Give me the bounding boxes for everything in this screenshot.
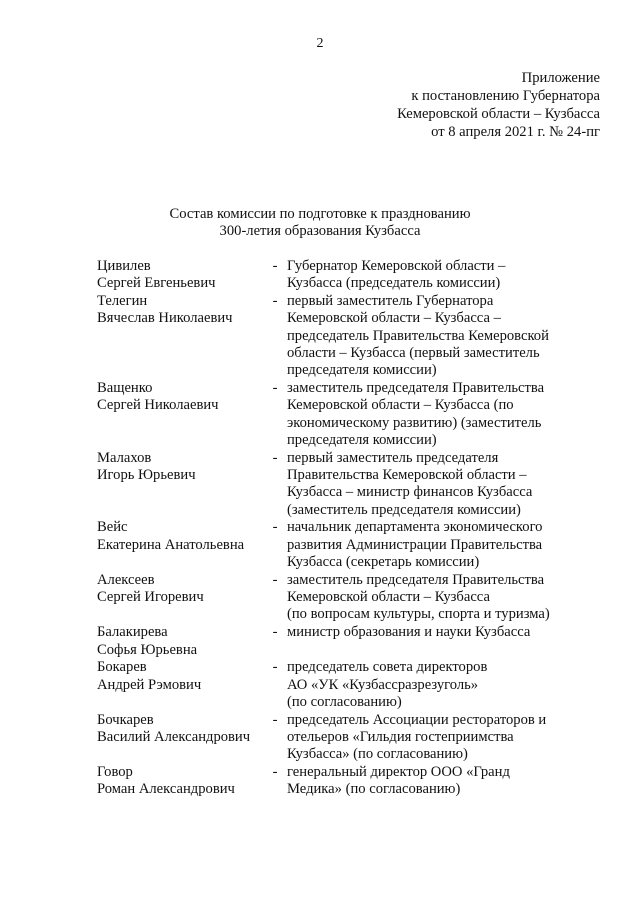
member-name-line: Роман Александрович (97, 781, 235, 798)
member-role-line: первый заместитель Губернатора (287, 293, 494, 310)
member-name-line: Ващенко (97, 380, 153, 397)
member-role (287, 258, 577, 293)
member-row (97, 519, 617, 571)
member-name (97, 380, 263, 449)
member-role (287, 380, 577, 449)
member-row (97, 764, 617, 799)
member-dash: - (272, 624, 278, 641)
member-role-line: Кемеровской области – Кузбасса – (287, 310, 501, 327)
member-role-line: председатель Ассоциации рестораторов и (287, 711, 547, 728)
member-name-line: Андрей Рэмович (97, 676, 202, 693)
member-role-line: Кузбасса (председатель комиссии) (287, 275, 501, 292)
member-name (97, 258, 263, 293)
member-dash: - (272, 293, 278, 310)
member-role-line: Правительства Кемеровской области – (287, 467, 527, 484)
member-name-line: Игорь Юрьевич (97, 467, 196, 484)
member-name-line: Телегин (97, 293, 148, 310)
member-role-line: АО «УК «Кузбассразрезуголь» (287, 676, 479, 693)
member-role (287, 764, 577, 799)
member-role-line: области – Кузбасса (первый заместитель (287, 344, 540, 361)
member-role-line: Кемеровской области – Кузбасса (287, 589, 490, 606)
member-row (97, 572, 617, 624)
member-role-line: (по согласованию) (287, 693, 402, 710)
member-role-line: (заместитель председателя комиссии) (287, 501, 521, 518)
member-role-line: экономическому развитию) (заместитель (287, 414, 542, 431)
member-role-line: председатель Правительства Кемеровской (287, 327, 549, 344)
member-dash: - (272, 571, 278, 588)
member-role-line: председатель совета директоров (287, 659, 488, 676)
title-line: Состав комиссии по подготовке к празднованию (169, 206, 471, 222)
member-dash: - (272, 659, 278, 676)
member-dash: - (272, 449, 278, 466)
member-name (97, 450, 263, 519)
member-name-line: Екатерина Анатольевна (97, 536, 245, 553)
member-role-line: министр образования и науки Кузбасса (287, 624, 531, 641)
member-name-line: Вейс (97, 519, 128, 536)
member-role-line: Медика» (по согласованию) (287, 781, 461, 798)
member-role-line: председателя комиссии) (287, 431, 437, 448)
member-name (97, 624, 263, 659)
member-name-line: Сергей Игоревич (97, 589, 204, 606)
member-name-line: Сергей Евгеньевич (97, 275, 216, 292)
member-role-line: председателя комиссии) (287, 362, 437, 379)
member-dash: - (272, 711, 278, 728)
document-title (0, 206, 640, 240)
member-name-line: Алексеев (97, 571, 155, 588)
member-name-line: Малахов (97, 449, 152, 466)
member-name-line: Говор (97, 764, 133, 781)
member-name-line: Цивилев (97, 258, 151, 274)
member-name-line: Бокарев (97, 659, 147, 676)
member-role-line: Кузбасса (секретарь комиссии) (287, 554, 480, 571)
member-dash: - (272, 258, 278, 274)
member-name (97, 659, 263, 711)
member-row (97, 380, 617, 449)
member-row (97, 293, 617, 379)
member-role-line: Губернатор Кемеровской области – (287, 258, 506, 274)
commission-members-list (97, 258, 617, 799)
title-line: 300-летия образования Кузбасса (219, 223, 421, 239)
member-row (97, 712, 617, 764)
member-role (287, 572, 577, 624)
member-name (97, 764, 263, 799)
member-role-line: начальник департамента экономического (287, 519, 543, 536)
member-role-line: заместитель председателя Правительства (287, 571, 545, 588)
member-name (97, 293, 263, 379)
appendix-line: Кемеровской области – Кузбасса (397, 106, 600, 122)
member-role-line: развития Администрации Правительства (287, 536, 543, 553)
member-name-line: Бочкарев (97, 711, 154, 728)
member-dash: - (272, 764, 278, 781)
appendix-line: от 8 апреля 2021 г. № 24-пг (431, 124, 600, 140)
member-dash: - (272, 519, 278, 536)
member-row (97, 659, 617, 711)
member-name (97, 519, 263, 571)
member-role-line: (по вопросам культуры, спорта и туризма) (287, 606, 550, 623)
member-name-line: Балакирева (97, 624, 168, 641)
member-role (287, 659, 577, 711)
member-name-line: Вячеслав Николаевич (97, 310, 233, 327)
member-dash: - (272, 380, 278, 397)
member-name (97, 572, 263, 624)
member-name-line: Василий Александрович (97, 729, 251, 746)
member-role-line: отельеров «Гильдия гостеприимства (287, 729, 514, 746)
member-role-line: генеральный директор ООО «Гранд (287, 764, 510, 781)
appendix-line: к постановлению Губернатора (411, 88, 600, 104)
member-role-line: Кузбасса – министр финансов Кузбасса (287, 484, 533, 501)
member-role (287, 624, 577, 659)
appendix-header (350, 69, 600, 141)
member-name-line: Сергей Николаевич (97, 397, 219, 414)
member-role-line: заместитель председателя Правительства (287, 380, 545, 397)
member-role (287, 293, 577, 379)
member-row (97, 258, 617, 293)
member-role-line: Кемеровской области – Кузбасса (по (287, 397, 514, 414)
member-role (287, 519, 577, 571)
member-role-line: первый заместитель председателя (287, 449, 499, 466)
member-role (287, 450, 577, 519)
member-row (97, 624, 617, 659)
member-role-line: Кузбасса» (по согласованию) (287, 746, 468, 763)
page-number: 2 (316, 36, 324, 51)
member-role (287, 712, 577, 764)
member-name-line: Софья Юрьевна (97, 641, 198, 658)
appendix-line: Приложение (521, 70, 600, 86)
member-name (97, 712, 263, 764)
member-row (97, 450, 617, 519)
